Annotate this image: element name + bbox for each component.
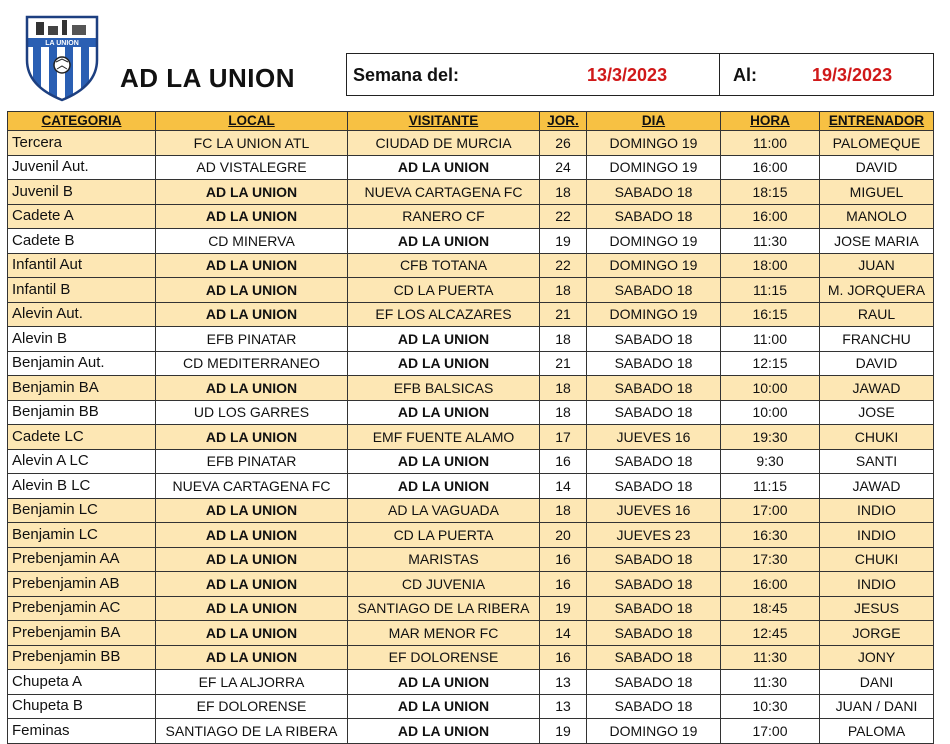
- cell-categoria: Chupeta A: [8, 670, 156, 695]
- week-box-divider: [719, 54, 720, 95]
- table-header-row: [8, 112, 934, 131]
- col-header-jornada: JOR.: [540, 112, 587, 131]
- cell-entrenador: DAVID: [820, 155, 934, 180]
- table-row: [8, 474, 934, 499]
- table-row: [8, 425, 934, 450]
- cell-dia: SABADO 18: [587, 351, 721, 376]
- cell-dia: SABADO 18: [587, 596, 721, 621]
- cell-hora: 19:30: [721, 425, 820, 450]
- cell-categoria: Prebenjamin AC: [8, 596, 156, 621]
- cell-entrenador: INDIO: [820, 572, 934, 597]
- week-end-label: Al:: [733, 65, 757, 85]
- cell-dia: SABADO 18: [587, 376, 721, 401]
- cell-jornada: 18: [540, 180, 587, 205]
- cell-entrenador: JESUS: [820, 596, 934, 621]
- cell-categoria: Cadete B: [8, 229, 156, 254]
- cell-categoria: Benjamin LC: [8, 498, 156, 523]
- cell-local: EF LA ALJORRA: [156, 670, 348, 695]
- cell-dia: SABADO 18: [587, 474, 721, 499]
- cell-categoria: Infantil B: [8, 278, 156, 303]
- cell-local: CD MEDITERRANEO: [156, 351, 348, 376]
- cell-hora: 11:30: [721, 670, 820, 695]
- cell-dia: SABADO 18: [587, 694, 721, 719]
- cell-local: AD LA UNION: [156, 425, 348, 450]
- cell-dia: SABADO 18: [587, 547, 721, 572]
- cell-entrenador: INDIO: [820, 523, 934, 548]
- cell-categoria: Cadete A: [8, 204, 156, 229]
- table-row: [8, 278, 934, 303]
- cell-categoria: Alevin B LC: [8, 474, 156, 499]
- cell-jornada: 22: [540, 253, 587, 278]
- cell-categoria: Prebenjamin BB: [8, 645, 156, 670]
- cell-dia: JUEVES 23: [587, 523, 721, 548]
- cell-visitante: CD LA PUERTA: [348, 278, 540, 303]
- table-row: [8, 498, 934, 523]
- cell-entrenador: JONY: [820, 645, 934, 670]
- cell-dia: DOMINGO 19: [587, 131, 721, 156]
- cell-categoria: Juvenil B: [8, 180, 156, 205]
- cell-jornada: 19: [540, 596, 587, 621]
- cell-hora: 16:00: [721, 572, 820, 597]
- cell-entrenador: FRANCHU: [820, 327, 934, 352]
- cell-hora: 11:30: [721, 645, 820, 670]
- cell-categoria: Benjamin Aut.: [8, 351, 156, 376]
- cell-jornada: 21: [540, 351, 587, 376]
- cell-visitante: AD LA UNION: [348, 351, 540, 376]
- cell-jornada: 16: [540, 645, 587, 670]
- cell-local: AD LA UNION: [156, 645, 348, 670]
- cell-hora: 9:30: [721, 449, 820, 474]
- cell-jornada: 26: [540, 131, 587, 156]
- cell-jornada: 17: [540, 425, 587, 450]
- cell-visitante: CD LA PUERTA: [348, 523, 540, 548]
- cell-jornada: 19: [540, 719, 587, 744]
- table-row: [8, 621, 934, 646]
- col-header-visitante: VISITANTE: [348, 112, 540, 131]
- table-row: [8, 131, 934, 156]
- cell-local: AD LA UNION: [156, 621, 348, 646]
- cell-jornada: 18: [540, 278, 587, 303]
- cell-entrenador: CHUKI: [820, 425, 934, 450]
- cell-visitante: EF LOS ALCAZARES: [348, 302, 540, 327]
- cell-hora: 10:00: [721, 400, 820, 425]
- cell-visitante: AD LA UNION: [348, 719, 540, 744]
- cell-entrenador: JAWAD: [820, 376, 934, 401]
- cell-hora: 16:30: [721, 523, 820, 548]
- table-row: [8, 376, 934, 401]
- cell-dia: DOMINGO 19: [587, 302, 721, 327]
- col-header-categoria: CATEGORIA: [8, 112, 156, 131]
- table-row: [8, 229, 934, 254]
- cell-entrenador: RAUL: [820, 302, 934, 327]
- cell-entrenador: JAWAD: [820, 474, 934, 499]
- cell-dia: DOMINGO 19: [587, 253, 721, 278]
- table-row: [8, 523, 934, 548]
- table-row: [8, 645, 934, 670]
- cell-dia: JUEVES 16: [587, 498, 721, 523]
- table-row: [8, 327, 934, 352]
- cell-jornada: 22: [540, 204, 587, 229]
- cell-visitante: NUEVA CARTAGENA FC: [348, 180, 540, 205]
- cell-categoria: Cadete LC: [8, 425, 156, 450]
- week-end-date: 19/3/2023: [812, 65, 893, 85]
- cell-visitante: MAR MENOR FC: [348, 621, 540, 646]
- cell-jornada: 13: [540, 670, 587, 695]
- cell-entrenador: JOSE MARIA: [820, 229, 934, 254]
- cell-visitante: CFB TOTANA: [348, 253, 540, 278]
- cell-entrenador: JORGE: [820, 621, 934, 646]
- cell-dia: SABADO 18: [587, 621, 721, 646]
- cell-visitante: AD LA UNION: [348, 400, 540, 425]
- cell-hora: 18:15: [721, 180, 820, 205]
- cell-entrenador: JOSE: [820, 400, 934, 425]
- cell-entrenador: PALOMA: [820, 719, 934, 744]
- cell-visitante: EFB BALSICAS: [348, 376, 540, 401]
- cell-categoria: Prebenjamin BA: [8, 621, 156, 646]
- cell-visitante: CIUDAD DE MURCIA: [348, 131, 540, 156]
- cell-hora: 11:00: [721, 131, 820, 156]
- table-row: [8, 253, 934, 278]
- col-header-entrenador: ENTRENADOR: [820, 112, 934, 131]
- week-start-date: 13/3/2023: [587, 65, 668, 85]
- cell-visitante: AD LA UNION: [348, 670, 540, 695]
- cell-categoria: Benjamin BA: [8, 376, 156, 401]
- col-header-dia: DIA: [587, 112, 721, 131]
- cell-local: EF DOLORENSE: [156, 694, 348, 719]
- cell-jornada: 19: [540, 229, 587, 254]
- cell-jornada: 18: [540, 376, 587, 401]
- cell-dia: SABADO 18: [587, 645, 721, 670]
- cell-local: AD VISTALEGRE: [156, 155, 348, 180]
- cell-jornada: 18: [540, 498, 587, 523]
- cell-jornada: 18: [540, 400, 587, 425]
- cell-entrenador: PALOMEQUE: [820, 131, 934, 156]
- cell-local: UD LOS GARRES: [156, 400, 348, 425]
- cell-visitante: AD LA UNION: [348, 229, 540, 254]
- cell-entrenador: DANI: [820, 670, 934, 695]
- cell-dia: SABADO 18: [587, 204, 721, 229]
- cell-entrenador: MIGUEL: [820, 180, 934, 205]
- cell-dia: JUEVES 16: [587, 425, 721, 450]
- cell-entrenador: MANOLO: [820, 204, 934, 229]
- cell-hora: 16:00: [721, 204, 820, 229]
- cell-local: AD LA UNION: [156, 253, 348, 278]
- cell-local: AD LA UNION: [156, 572, 348, 597]
- cell-local: NUEVA CARTAGENA FC: [156, 474, 348, 499]
- cell-categoria: Alevin Aut.: [8, 302, 156, 327]
- cell-hora: 12:45: [721, 621, 820, 646]
- cell-local: AD LA UNION: [156, 376, 348, 401]
- cell-hora: 11:15: [721, 474, 820, 499]
- cell-dia: DOMINGO 19: [587, 719, 721, 744]
- cell-local: AD LA UNION: [156, 180, 348, 205]
- cell-dia: SABADO 18: [587, 278, 721, 303]
- svg-text:LA UNION: LA UNION: [45, 40, 79, 47]
- cell-local: CD MINERVA: [156, 229, 348, 254]
- cell-visitante: EMF FUENTE ALAMO: [348, 425, 540, 450]
- cell-hora: 18:00: [721, 253, 820, 278]
- cell-categoria: Benjamin LC: [8, 523, 156, 548]
- cell-hora: 11:15: [721, 278, 820, 303]
- cell-entrenador: M. JORQUERA: [820, 278, 934, 303]
- cell-dia: SABADO 18: [587, 572, 721, 597]
- week-range-box: [346, 53, 934, 96]
- table-row: [8, 596, 934, 621]
- table-row: [8, 351, 934, 376]
- cell-visitante: AD LA VAGUADA: [348, 498, 540, 523]
- match-schedule-table: [7, 111, 934, 744]
- cell-local: AD LA UNION: [156, 302, 348, 327]
- cell-local: EFB PINATAR: [156, 327, 348, 352]
- cell-hora: 17:30: [721, 547, 820, 572]
- cell-hora: 17:00: [721, 719, 820, 744]
- cell-hora: 17:00: [721, 498, 820, 523]
- cell-local: AD LA UNION: [156, 498, 348, 523]
- table-row: [8, 302, 934, 327]
- cell-entrenador: JUAN / DANI: [820, 694, 934, 719]
- cell-visitante: AD LA UNION: [348, 449, 540, 474]
- cell-hora: 16:00: [721, 155, 820, 180]
- cell-local: AD LA UNION: [156, 278, 348, 303]
- table-row: [8, 449, 934, 474]
- club-crest-icon: [24, 14, 100, 102]
- cell-entrenador: CHUKI: [820, 547, 934, 572]
- cell-visitante: MARISTAS: [348, 547, 540, 572]
- cell-visitante: RANERO CF: [348, 204, 540, 229]
- cell-local: AD LA UNION: [156, 523, 348, 548]
- cell-entrenador: SANTI: [820, 449, 934, 474]
- cell-local: EFB PINATAR: [156, 449, 348, 474]
- col-header-local: LOCAL: [156, 112, 348, 131]
- cell-categoria: Benjamin BB: [8, 400, 156, 425]
- cell-dia: SABADO 18: [587, 400, 721, 425]
- table-row: [8, 204, 934, 229]
- cell-categoria: Infantil Aut: [8, 253, 156, 278]
- cell-hora: 12:15: [721, 351, 820, 376]
- cell-categoria: Chupeta B: [8, 694, 156, 719]
- cell-categoria: Alevin A LC: [8, 449, 156, 474]
- cell-jornada: 14: [540, 621, 587, 646]
- cell-entrenador: DAVID: [820, 351, 934, 376]
- cell-local: AD LA UNION: [156, 596, 348, 621]
- cell-dia: DOMINGO 19: [587, 229, 721, 254]
- cell-dia: SABADO 18: [587, 449, 721, 474]
- cell-categoria: Alevin B: [8, 327, 156, 352]
- cell-visitante: AD LA UNION: [348, 474, 540, 499]
- cell-hora: 18:45: [721, 596, 820, 621]
- cell-jornada: 14: [540, 474, 587, 499]
- table-row: [8, 670, 934, 695]
- cell-categoria: Juvenil Aut.: [8, 155, 156, 180]
- cell-local: AD LA UNION: [156, 204, 348, 229]
- cell-visitante: EF DOLORENSE: [348, 645, 540, 670]
- cell-visitante: AD LA UNION: [348, 327, 540, 352]
- table-row: [8, 572, 934, 597]
- cell-jornada: 20: [540, 523, 587, 548]
- cell-categoria: Prebenjamin AB: [8, 572, 156, 597]
- table-row: [8, 180, 934, 205]
- cell-categoria: Feminas: [8, 719, 156, 744]
- table-row: [8, 719, 934, 744]
- cell-categoria: Prebenjamin AA: [8, 547, 156, 572]
- cell-visitante: AD LA UNION: [348, 155, 540, 180]
- cell-dia: SABADO 18: [587, 670, 721, 695]
- cell-hora: 11:30: [721, 229, 820, 254]
- cell-jornada: 18: [540, 327, 587, 352]
- cell-local: SANTIAGO DE LA RIBERA: [156, 719, 348, 744]
- cell-dia: DOMINGO 19: [587, 155, 721, 180]
- cell-visitante: CD JUVENIA: [348, 572, 540, 597]
- cell-jornada: 13: [540, 694, 587, 719]
- cell-local: FC LA UNION ATL: [156, 131, 348, 156]
- cell-jornada: 24: [540, 155, 587, 180]
- cell-jornada: 16: [540, 547, 587, 572]
- cell-hora: 11:00: [721, 327, 820, 352]
- cell-hora: 10:00: [721, 376, 820, 401]
- cell-entrenador: INDIO: [820, 498, 934, 523]
- week-start-label: Semana del:: [353, 65, 460, 85]
- table-row: [8, 694, 934, 719]
- cell-hora: 10:30: [721, 694, 820, 719]
- cell-dia: SABADO 18: [587, 327, 721, 352]
- cell-visitante: AD LA UNION: [348, 694, 540, 719]
- table-row: [8, 155, 934, 180]
- cell-local: AD LA UNION: [156, 547, 348, 572]
- cell-jornada: 16: [540, 572, 587, 597]
- cell-categoria: Tercera: [8, 131, 156, 156]
- cell-visitante: SANTIAGO DE LA RIBERA: [348, 596, 540, 621]
- cell-hora: 16:15: [721, 302, 820, 327]
- cell-jornada: 21: [540, 302, 587, 327]
- cell-jornada: 16: [540, 449, 587, 474]
- table-row: [8, 400, 934, 425]
- cell-dia: SABADO 18: [587, 180, 721, 205]
- cell-entrenador: JUAN: [820, 253, 934, 278]
- club-name: AD LA UNION: [120, 63, 295, 93]
- table-row: [8, 547, 934, 572]
- col-header-hora: HORA: [721, 112, 820, 131]
